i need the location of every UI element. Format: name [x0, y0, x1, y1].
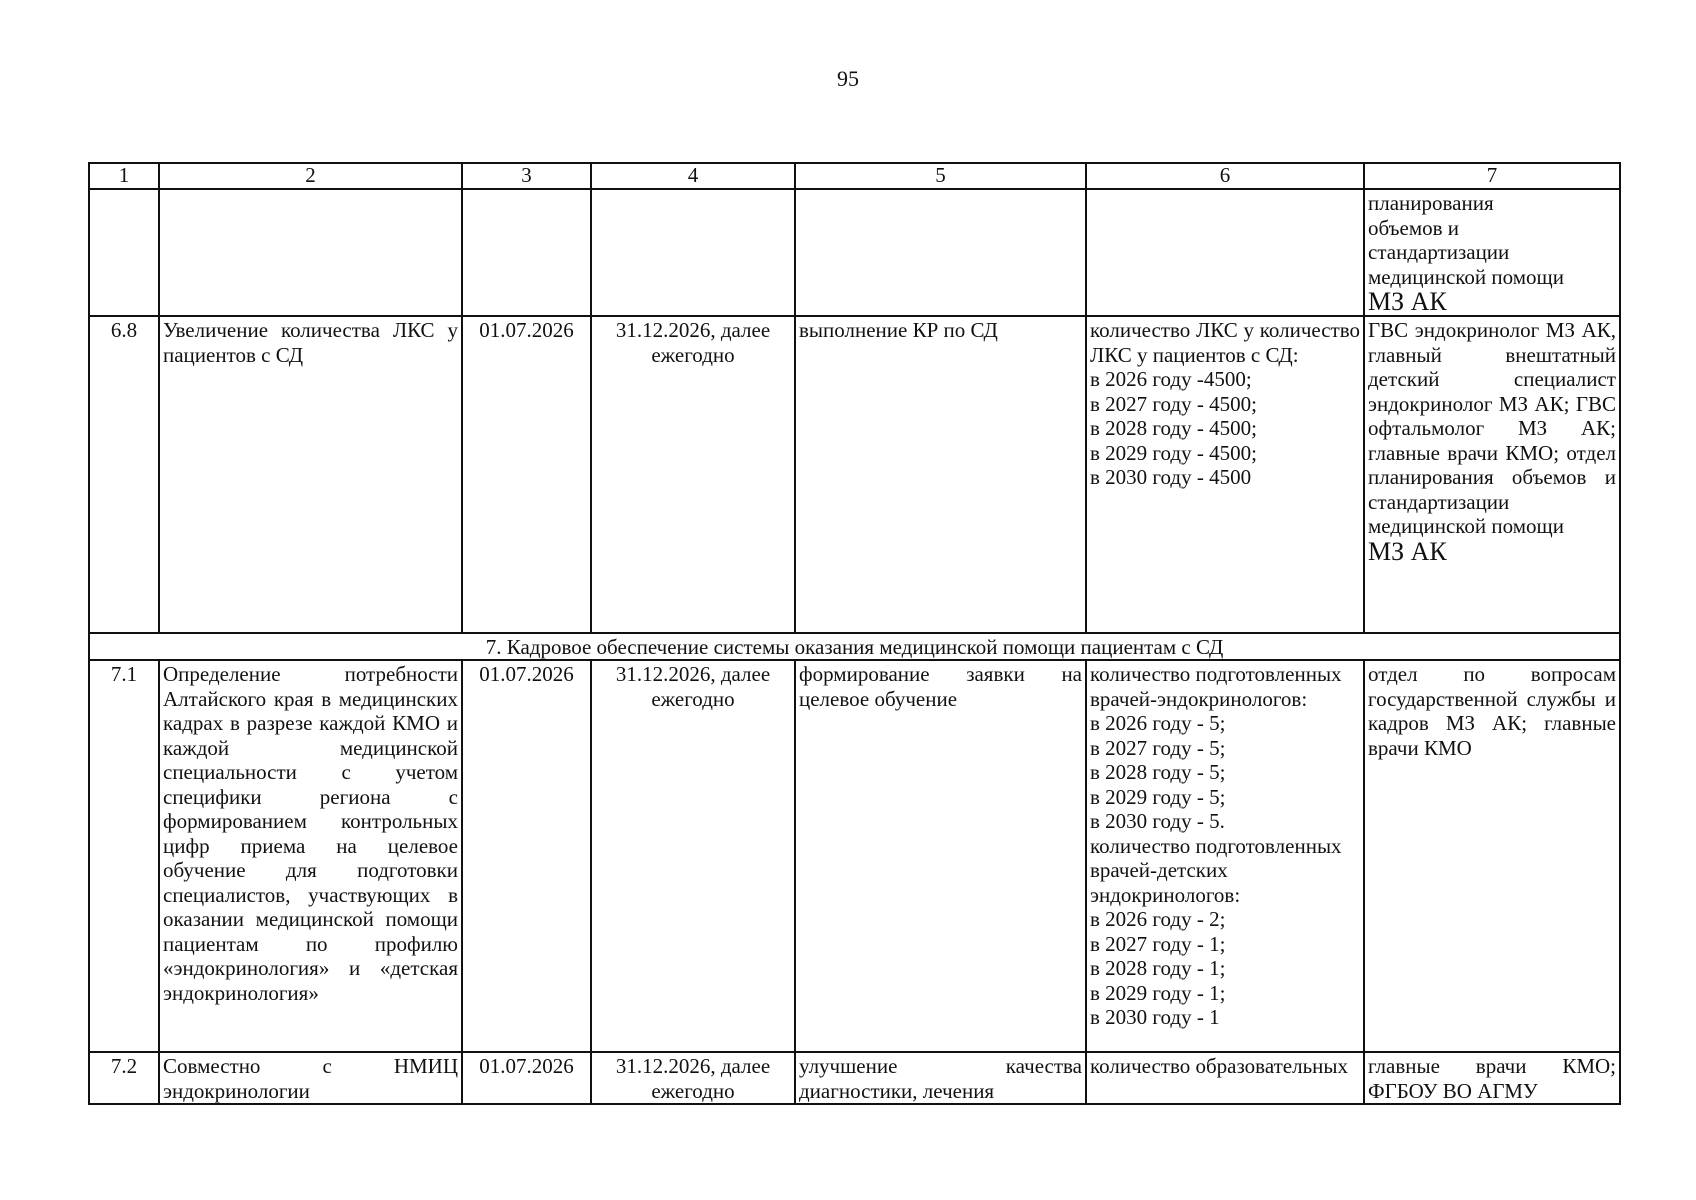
table-row — [89, 189, 1620, 316]
end-date-cell: 31.12.2026, далее ежегодно — [591, 660, 795, 1052]
responsible-cell — [1364, 189, 1620, 316]
indicator-line: в 2030 году - 4500 — [1090, 465, 1252, 489]
page-number: 95 — [837, 66, 859, 91]
indicator-line: в 2030 году - 5. — [1090, 809, 1225, 833]
responsible-line: планирования — [1368, 191, 1494, 215]
row-number: 7.2 — [89, 1052, 159, 1104]
start-date-cell: 01.07.2026 — [462, 1052, 591, 1104]
responsible-line: объемов и — [1368, 215, 1460, 240]
responsible-last: МЗ АК — [1368, 536, 1447, 566]
measure-cell: Увеличение количества ЛКС у пациентов с СД — [159, 316, 462, 633]
result-cell: улучшение качества диагностики, лечения — [795, 1052, 1086, 1104]
header-col-4: 4 — [591, 163, 795, 189]
table-cell — [795, 189, 1086, 316]
responsible-text: ГВС эндокринолог МЗ АК, главный внештатный детский специалист эндокринолог МЗ АК; ГВС офтальмолог МЗ АК; главные врачи КМО; отдел планирования объемов и стандартизации медицинской помощи — [1368, 318, 1616, 538]
indicator-line: в 2029 году - 1; — [1090, 980, 1226, 1005]
table-row — [89, 316, 1620, 633]
header-col-3: 3 — [462, 163, 591, 189]
indicator-line: в 2026 году -4500; — [1090, 367, 1252, 391]
table-cell — [89, 189, 159, 316]
result-cell: формирование заявки на целевое обучение — [795, 660, 1086, 1052]
header-col-7: 7 — [1364, 163, 1620, 189]
start-date-cell: 01.07.2026 — [462, 660, 591, 1052]
table-cell — [462, 189, 591, 316]
row-number: 6.8 — [89, 316, 159, 633]
indicator-line: в 2030 году - 1 — [1090, 1005, 1220, 1029]
end-date-cell: 31.12.2026, далее ежегодно — [591, 316, 795, 633]
row-number: 7.1 — [89, 660, 159, 1052]
responsible-line: МЗ АК — [1368, 287, 1447, 316]
table-cell — [1086, 189, 1364, 316]
table-row — [89, 1052, 1620, 1104]
responsible-cell: главные врачи КМО; ФГБОУ ВО АГМУ — [1364, 1052, 1620, 1104]
indicator-line: в 2027 году - 1; — [1090, 931, 1226, 956]
indicator-cell — [1086, 660, 1364, 1052]
responsible-line: стандартизации — [1368, 240, 1510, 264]
indicator-line: в 2027 году - 4500; — [1090, 391, 1257, 416]
responsible-cell — [1364, 316, 1620, 633]
indicator-line: количество подготовленных врачей-детских эндокринологов: — [1090, 833, 1342, 907]
indicator-line: в 2028 году - 4500; — [1090, 416, 1257, 440]
indicator-cell: количество образовательных — [1086, 1052, 1364, 1104]
indicator-line: количество подготовленных врачей-эндокринологов: — [1090, 662, 1342, 711]
end-date-cell: 31.12.2026, далее ежегодно — [591, 1052, 795, 1104]
action-plan-table — [88, 162, 1621, 1105]
header-row — [89, 163, 1620, 189]
start-date-cell: 01.07.2026 — [462, 316, 591, 633]
result-cell: выполнение КР по СД — [795, 316, 1086, 633]
table-cell — [591, 189, 795, 316]
indicator-line: в 2029 году - 5; — [1090, 784, 1226, 809]
table-cell — [159, 189, 462, 316]
indicator-line: в 2027 году - 5; — [1090, 735, 1226, 760]
indicator-line: количество ЛКС у количество ЛКС у пациентов с СД: — [1090, 318, 1360, 367]
header-col-6: 6 — [1086, 163, 1364, 189]
table-row — [89, 660, 1620, 1052]
measure-cell: Совместно с НМИЦ эндокринологии — [159, 1052, 462, 1104]
indicator-cell — [1086, 316, 1364, 633]
indicator-line: в 2026 году - 2; — [1090, 907, 1226, 931]
measure-cell: Определение потребности Алтайского края в медицинских кадрах в разрезе каждой КМО и каждой медицинской специальности с учетом специфики региона с формированием контрольных цифр приема на целевое обучение для подготовки специалистов, участвующих в оказании медицинской помощи пациентам по профилю «эндокринология» и «детская эндокринология» — [159, 660, 462, 1052]
indicator-line: в 2029 году - 4500; — [1090, 440, 1257, 465]
indicator-line: в 2026 году - 5; — [1090, 711, 1226, 735]
responsible-cell: отдел по вопросам государственной службы и кадров МЗ АК; главные врачи КМО — [1364, 660, 1620, 1052]
header-col-1: 1 — [89, 163, 159, 189]
section-heading-row — [89, 633, 1620, 660]
indicator-line: в 2028 году - 5; — [1090, 760, 1226, 784]
indicator-line: в 2028 году - 1; — [1090, 956, 1226, 980]
header-col-5: 5 — [795, 163, 1086, 189]
responsible-line: медицинской помощи — [1368, 264, 1564, 289]
header-col-2: 2 — [159, 163, 462, 189]
section-title: 7. Кадровое обеспечение системы оказания медицинской помощи пациентам с СД — [89, 633, 1620, 660]
